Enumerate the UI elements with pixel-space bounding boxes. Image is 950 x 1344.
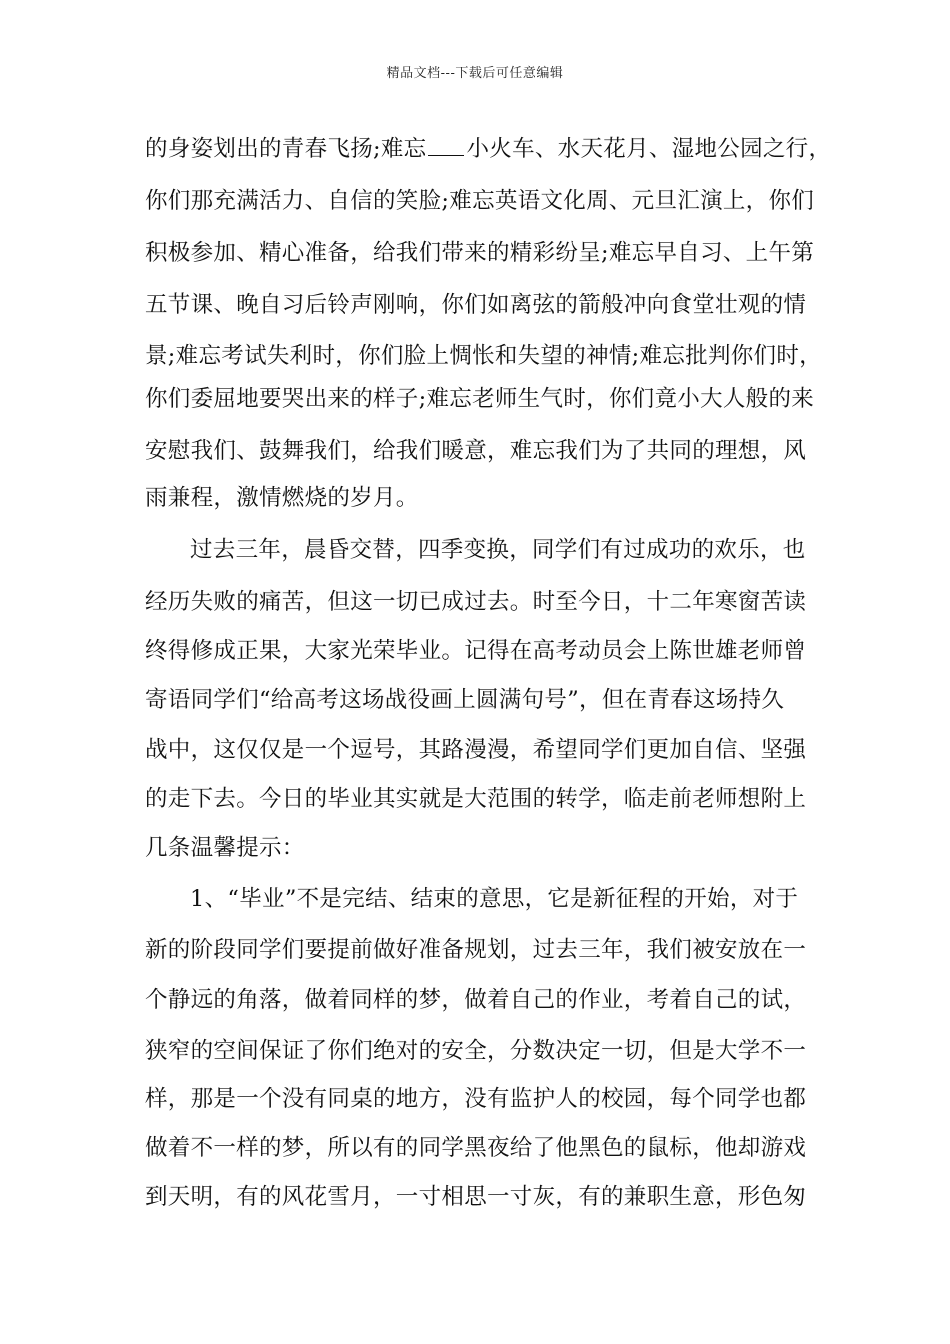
- text-line: 经历失败的痛苦，但这一切已成过去。时至今日，十二年寒窗苦读: [145, 589, 807, 615]
- text-segment: 小火车、水天花月、湿地公园之行，: [466, 136, 832, 162]
- text-line: 安慰我们、鼓舞我们，给我们暖意，难忘我们为了共同的理想，风: [145, 438, 807, 464]
- text-line: 狭窄的空间保证了你们绝对的安全，分数决定一切，但是大学不一: [145, 1038, 807, 1064]
- text-line: 五节课、晚自习后铃声刚响，你们如离弦的箭般冲向食堂壮观的情: [145, 292, 807, 318]
- text-segment: 的身姿划出的青春飞扬;难忘: [145, 136, 427, 162]
- page-header: 精品文档---下载后可任意编辑: [386, 66, 564, 81]
- text-line: 景;难忘考试失利时，你们脸上惆怅和失望的神情;难忘批判你们时，: [145, 343, 822, 369]
- text-line: 你们那充满活力、自信的笑脸;难忘英语文化周、元旦汇演上，你们: [145, 188, 815, 214]
- text-line: 你们委屈地要哭出来的样子;难忘老师生气时，你们竟小大人般的来: [145, 386, 815, 412]
- text-line: 新的阶段同学们要提前做好准备规划，过去三年，我们被安放在一: [145, 937, 807, 963]
- text-line: 1、“毕业”不是完结、结束的意思，它是新征程的开始，对于: [190, 886, 799, 912]
- text-line: 终得修成正果，大家光荣毕业。记得在高考动员会上陈世雄老师曾: [145, 638, 807, 664]
- text-line: 做着不一样的梦，所以有的同学黑夜给了他黑色的鼠标，他却游戏: [145, 1135, 807, 1161]
- text-line: 个静远的角落，做着同样的梦，做着自己的作业，考着自己的试，: [145, 987, 807, 1013]
- text-line: 战中，这仅仅是一个逗号，其路漫漫，希望同学们更加自信、坚强: [145, 737, 807, 763]
- text-line: 雨兼程，激情燃烧的岁月。: [145, 485, 419, 511]
- blank-underline: [428, 135, 464, 156]
- text-line: 的走下去。今日的毕业其实就是大范围的转学，临走前老师想附上: [145, 786, 807, 812]
- text-line: 几条温馨提示：: [145, 835, 305, 861]
- text-line: 过去三年，晨昏交替，四季变换，同学们有过成功的欢乐，也: [190, 537, 806, 563]
- text-line: 样，那是一个没有同桌的地方，没有监护人的校园，每个同学也都: [145, 1086, 807, 1112]
- text-line: [145, 134, 831, 164]
- text-line: 到天明，有的风花雪月，一寸相思一寸灰，有的兼职生意，形色匆: [145, 1184, 807, 1210]
- text-line: 寄语同学们“给高考这场战役画上圆满句号”，但在青春这场持久: [145, 687, 785, 713]
- text-line: 积极参加、精心准备，给我们带来的精彩纷呈;难忘早自习、上午第: [145, 240, 815, 266]
